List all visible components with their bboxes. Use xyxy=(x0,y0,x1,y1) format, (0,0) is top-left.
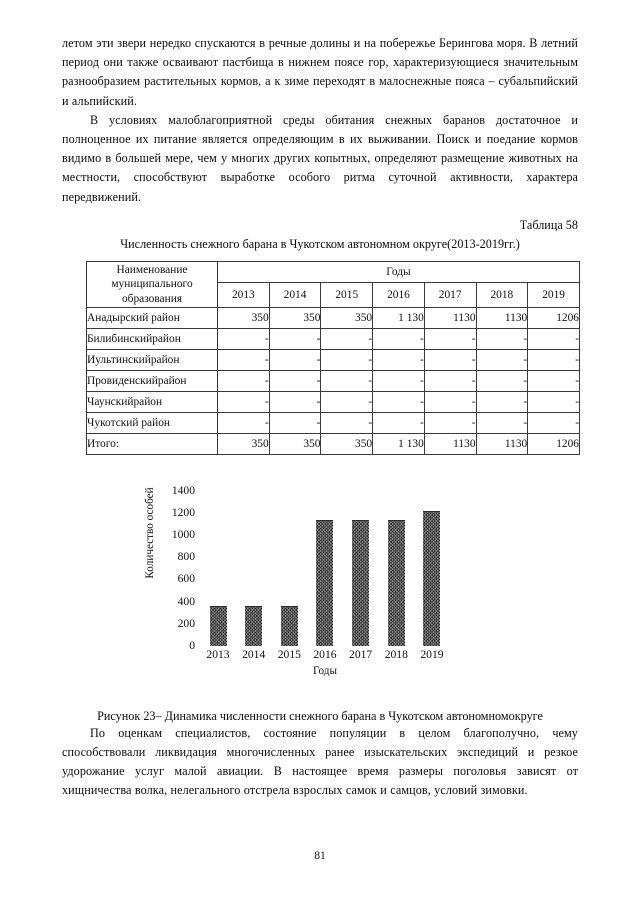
row-value: - xyxy=(269,328,321,349)
row-name: Чукотский район xyxy=(87,412,218,433)
table-header-year-2016: 2016 xyxy=(373,282,425,307)
row-value: - xyxy=(321,370,373,391)
table-header-year-2017: 2017 xyxy=(424,282,476,307)
row-value: 350 xyxy=(218,433,270,454)
chart-y-tick-label: 1200 xyxy=(171,506,195,520)
population-table xyxy=(86,261,580,455)
chart-x-tick-label: 2016 xyxy=(313,647,337,661)
chart-x-tick-label: 2014 xyxy=(242,647,266,661)
row-value: - xyxy=(528,349,580,370)
chart-bar xyxy=(423,511,440,646)
table-row xyxy=(87,328,580,349)
row-value: - xyxy=(424,349,476,370)
chart-y-ticks xyxy=(157,484,195,653)
row-name: Анадырский район xyxy=(87,307,218,328)
chart-inner xyxy=(144,484,487,677)
bar-chart xyxy=(62,484,578,691)
row-value: 350 xyxy=(269,433,321,454)
table-header-year-2013: 2013 xyxy=(218,282,270,307)
row-value: - xyxy=(321,412,373,433)
chart-y-tick-label: 200 xyxy=(177,616,195,630)
row-value: 350 xyxy=(321,307,373,328)
chart-x-tick-label: 2015 xyxy=(277,647,301,661)
row-value: - xyxy=(424,412,476,433)
table-header-year-2014: 2014 xyxy=(269,282,321,307)
row-value: 1206 xyxy=(528,433,580,454)
table-row xyxy=(87,349,580,370)
chart-y-axis-title: Количество особей xyxy=(144,487,156,579)
table-row-total xyxy=(87,433,580,454)
row-value: - xyxy=(269,370,321,391)
table-header-row-1 xyxy=(87,261,580,282)
table-row xyxy=(87,412,580,433)
chart-x-tick-labels xyxy=(201,648,449,661)
chart-x-tick-label: 2019 xyxy=(420,647,444,661)
row-value: - xyxy=(476,349,528,370)
row-value: 1130 xyxy=(424,307,476,328)
row-value: - xyxy=(476,370,528,391)
row-value: - xyxy=(424,370,476,391)
row-name: Итого: xyxy=(87,433,218,454)
row-value: - xyxy=(218,328,270,349)
row-value: - xyxy=(321,349,373,370)
row-value: - xyxy=(476,412,528,433)
page-number: 81 xyxy=(314,849,326,862)
table-row xyxy=(87,370,580,391)
chart-x-tick-label: 2017 xyxy=(349,647,373,661)
chart-bar xyxy=(281,606,298,646)
chart-bar xyxy=(316,520,333,646)
row-value: 1 130 xyxy=(373,307,425,328)
row-value: - xyxy=(373,370,425,391)
chart-plot-area xyxy=(201,491,449,646)
row-value: - xyxy=(373,349,425,370)
chart-bar-slot xyxy=(240,491,268,646)
figure-caption: Рисунок 23– Динамика численности снежного барана в Чукотском автономномокруге xyxy=(97,708,543,723)
paragraph-2: В условиях малоблагоприятной среды обитания снежных баранов достаточное и полноценное их питание является определяющим в их выживании. Поиск и поедание кормов видимо в большей мере, чем у многих других копытных, определяют размещение животных на местности, способствуют выработке особого ритма суточной активности, характера передвижений. xyxy=(62,112,578,204)
row-value: - xyxy=(476,328,528,349)
row-name: Провиденскийрайон xyxy=(87,370,218,391)
chart-y-tick-label: 600 xyxy=(177,572,195,586)
chart-bar xyxy=(388,520,405,646)
chart-bar-slot xyxy=(418,491,446,646)
row-value: - xyxy=(218,370,270,391)
chart-y-tick-label: 1000 xyxy=(171,528,195,542)
chart-y-tick-label: 800 xyxy=(177,550,195,564)
row-value: 350 xyxy=(218,307,270,328)
table-header-years-group: Годы xyxy=(218,261,580,282)
chart-bar-slot xyxy=(311,491,339,646)
table-header-year-2018: 2018 xyxy=(476,282,528,307)
chart-bar-slot xyxy=(204,491,232,646)
table-head xyxy=(87,261,580,307)
paragraph-3: По оценкам специалистов, состояние популяции в целом благополучно, чему способствовали ликвидация многочисленных ранее изыскательских экспедиций и резкое удорожание услуг малой авиации. В настоящее время размеры поголовья зависят от хищничества волка, нелегального отстрела взрослых самок и самцов, условий зимовки. xyxy=(62,725,578,798)
table-number-label: Таблица 58 xyxy=(519,217,578,232)
row-value: - xyxy=(528,328,580,349)
table-row xyxy=(87,307,580,328)
row-value: - xyxy=(424,391,476,412)
row-name: Чаунскийрайон xyxy=(87,391,218,412)
row-value: - xyxy=(218,349,270,370)
table-header-name: Наименование муниципального образования xyxy=(87,261,218,307)
chart-x-tick-label: 2013 xyxy=(206,647,230,661)
row-value: 1130 xyxy=(424,433,476,454)
chart-bar xyxy=(210,606,227,646)
row-value: - xyxy=(424,328,476,349)
row-value: 1206 xyxy=(528,307,580,328)
row-value: - xyxy=(476,391,528,412)
chart-y-tick-label: 0 xyxy=(189,639,195,653)
row-name: Билибинскийрайон xyxy=(87,328,218,349)
row-value: - xyxy=(218,412,270,433)
row-value: - xyxy=(269,391,321,412)
table-title: Численность снежного барана в Чукотском автономном округе(2013-2019гг.) xyxy=(120,236,520,251)
chart-bar-slot xyxy=(275,491,303,646)
row-value: 1130 xyxy=(476,433,528,454)
table-body xyxy=(87,307,580,454)
chart-x-tick-label: 2018 xyxy=(384,647,408,661)
chart-bar-slot xyxy=(347,491,375,646)
page-content xyxy=(62,34,578,801)
chart-bar xyxy=(245,606,262,646)
row-value: - xyxy=(321,391,373,412)
chart-bar-slot xyxy=(382,491,410,646)
row-name: Иультинскийрайон xyxy=(87,349,218,370)
row-value: - xyxy=(321,328,373,349)
row-value: - xyxy=(218,391,270,412)
row-value: - xyxy=(373,328,425,349)
table-header-year-2015: 2015 xyxy=(321,282,373,307)
chart-y-tick-label: 400 xyxy=(177,594,195,608)
row-value: 1 130 xyxy=(373,433,425,454)
row-value: - xyxy=(373,412,425,433)
row-value: - xyxy=(528,370,580,391)
chart-y-tick-label: 1400 xyxy=(171,484,195,498)
row-value: - xyxy=(373,391,425,412)
chart-bar xyxy=(352,520,369,646)
chart-bars xyxy=(201,491,449,646)
row-value: 1130 xyxy=(476,307,528,328)
row-value: - xyxy=(269,412,321,433)
table-header-year-2019: 2019 xyxy=(528,282,580,307)
table-row xyxy=(87,391,580,412)
row-value: - xyxy=(528,391,580,412)
row-value: 350 xyxy=(269,307,321,328)
paragraph-1: летом эти звери нередко спускаются в речные долины и на побережье Берингова моря. В летний период они также осваивают пастбища в нижнем поясе гор, характеризующиеся значительным разнообразием растительных кормов, а к зиме переходят в малоснежные пояса – субальпийский и альпийский. xyxy=(62,36,578,108)
row-value: 350 xyxy=(321,433,373,454)
row-value: - xyxy=(528,412,580,433)
row-value: - xyxy=(269,349,321,370)
chart-x-axis-title: Годы xyxy=(313,664,337,677)
